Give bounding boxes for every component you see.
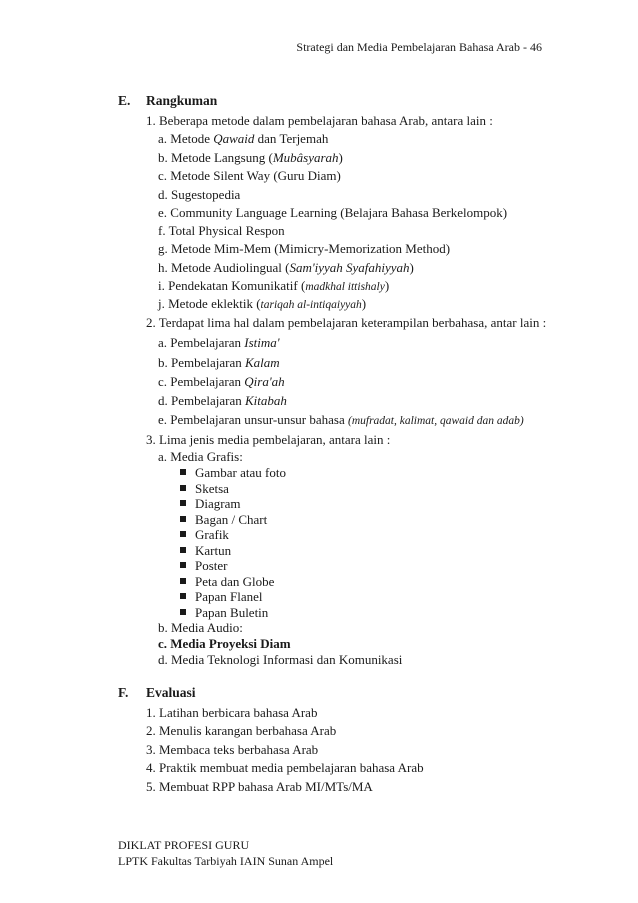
square-bullet-icon: [180, 578, 186, 584]
bullet-item: Bagan / Chart: [180, 512, 267, 528]
bullet-item: Poster: [180, 558, 228, 574]
evaluation-item: 2. Menulis karangan berbahasa Arab: [146, 723, 337, 738]
skill-c: c. Pembelajaran Qira'ah: [158, 374, 285, 389]
skill-e: e. Pembelajaran unsur-unsur bahasa (mufradat, kalimat, qawaid dan adab): [158, 412, 524, 427]
square-bullet-icon: [180, 547, 186, 553]
bullet-item: Grafik: [180, 527, 229, 543]
method-e: e. Community Language Learning (Belajara Bahasa Berkelompok): [158, 205, 508, 220]
skill-a: a. Pembelajaran Istima': [158, 335, 280, 350]
method-b: b. Metode Langsung (Mubâsyarah): [158, 150, 343, 165]
evaluation-item: 5. Membuat RPP bahasa Arab MI/MTs/MA: [146, 779, 373, 794]
method-a: a. Metode Qawaid dan Terjemah: [158, 131, 329, 146]
summary-item-2: 2. Terdapat lima hal dalam pembelajaran keterampilan berbahasa, antar lain :: [146, 315, 547, 330]
bullet-item: Peta dan Globe: [180, 574, 274, 590]
square-bullet-icon: [180, 609, 186, 615]
media-b: b. Media Audio:: [158, 620, 243, 635]
square-bullet-icon: [180, 500, 186, 506]
square-bullet-icon: [180, 516, 186, 522]
media-c: c. Media Proyeksi Diam: [158, 636, 291, 651]
square-bullet-icon: [180, 469, 186, 475]
bullet-item: Papan Flanel: [180, 589, 263, 605]
square-bullet-icon: [180, 593, 186, 599]
method-f: f. Total Physical Respon: [158, 223, 285, 238]
method-d: d. Sugestopedia: [158, 187, 241, 202]
section-f-title: Evaluasi: [146, 685, 196, 700]
bullet-item: Sketsa: [180, 481, 229, 497]
footer-line-2: LPTK Fakultas Tarbiyah IAIN Sunan Ampel: [118, 854, 334, 868]
summary-item-1: 1. Beberapa metode dalam pembelajaran bahasa Arab, antara lain :: [146, 113, 493, 128]
evaluation-item: 3. Membaca teks berbahasa Arab: [146, 742, 319, 757]
bullet-item: Diagram: [180, 496, 240, 512]
section-f-letter: F.: [118, 685, 129, 700]
bullet-item: Papan Buletin: [180, 605, 268, 621]
section-e-letter: E.: [118, 93, 131, 108]
summary-item-3: 3. Lima jenis media pembelajaran, antara lain :: [146, 432, 391, 447]
section-e-title: Rangkuman: [146, 93, 218, 108]
method-h: h. Metode Audiolingual (Sam'iyyah Syafahiyyah): [158, 260, 414, 275]
square-bullet-icon: [180, 485, 186, 491]
media-a: a. Media Grafis:: [158, 449, 243, 464]
running-header: Strategi dan Media Pembelajaran Bahasa Arab - 46: [296, 40, 542, 54]
skill-d: d. Pembelajaran Kitabah: [158, 393, 287, 408]
bullet-item: Kartun: [180, 543, 231, 559]
method-g: g. Metode Mim-Mem (Mimicry-Memorization Method): [158, 241, 451, 256]
square-bullet-icon: [180, 531, 186, 537]
media-d: d. Media Teknologi Informasi dan Komunikasi: [158, 652, 403, 667]
evaluation-item: 1. Latihan berbicara bahasa Arab: [146, 705, 318, 720]
evaluation-item: 4. Praktik membuat media pembelajaran bahasa Arab: [146, 760, 424, 775]
bullet-item: Gambar atau foto: [180, 465, 286, 481]
method-c: c. Metode Silent Way (Guru Diam): [158, 168, 341, 183]
method-i: i. Pendekatan Komunikatif (madkhal ittishaly): [158, 278, 390, 293]
method-j: j. Metode eklektik (tariqah al-intiqaiyyah): [158, 296, 367, 311]
square-bullet-icon: [180, 562, 186, 568]
skill-b: b. Pembelajaran Kalam: [158, 355, 280, 370]
footer-line-1: DIKLAT PROFESI GURU: [118, 838, 250, 852]
